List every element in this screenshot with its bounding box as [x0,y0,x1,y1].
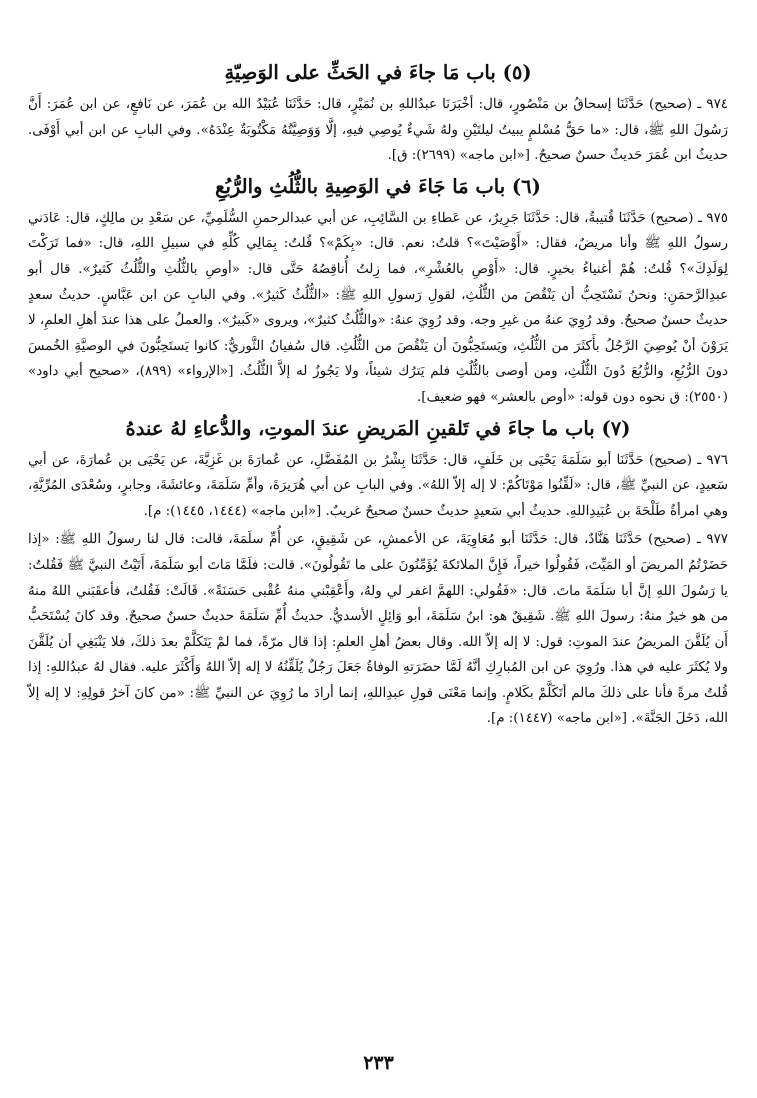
hadith-975: ٩٧٥ ـ (صحيح) حَدَّثَنَا قُتيبةُ، قال: حَدَّثَنَا جَرِيرٌ، عن عَطاءِ بن السَّائِبِ، عن أبي عبدالرحمنِ السُّلَمِيِّ، عن سَعْدِ بن مالِكٍ، قال: عَادَني رسولُ اللهِ ﷺ وأنا مريضٌ، فقال: «أَوْصَيْتَ»؟ قلتُ: نعم. قال: «بِكَمْ»؟ قُلتُ: بِمَالِي كُلِّهِ في سبيلِ اللهِ، قال: «فما تَرَكْتَ لِوَلَدِكَ»؟ قُلتُ: هُمْ أغنياءُ بخيرٍ. قال: «أَوْصِ بالعُشْرِ»، فما زِلتُ أُناقِصُهُ حَتَّى قال: «أوصِ بالثُّلُثِ والثُّلُثُ كَثيرٌ». قال أبو عبدِالرَّحمَنِ: ونحنُ نَسْتَحِبُّ أن يَنْقُصَ من الثُّلُثِ، لقولِ رَسولِ اللهِ ﷺ: «الثُّلُثُ كَثيرٌ». وفي البابِ عن ابن عَبَّاسٍ. حديثُ سعدٍ حديثٌ حسنٌ صحيحٌ. وقد رُوِيَ عنهُ من غيرِ وجه. وقد رُوِيَ عنهُ: «والثُّلُثُ كثيرٌ»، ويروى «كَبيرٌ». والعملُ على هذا عندَ أهلِ العلمِ، لا يَرَوْنَ أنْ يُوصِيَ الرَّجُلُ بأَكثَرَ من الثُّلُثِ، ويَستَحِبُّونَ أن يَنْقُصَ من الثُّلُثِ. قال سُفيانُ الثَّوريُّ: كانوا يَستَحِبُّونَ في الوصيَّةِ الخُمسَ دونَ الرُّبُعِ، والرُّبُعَ دُونَ الثُّلُثِ، ومن أوصى بالثُّلُثِ فلم يَترُك شيئاً، ولا يَجُوزُ له إلاَّ الثُّلُثُ. [«الإرواء» (٨٩٩)، «صحيح أبي داود» (٢٥٥٠): ق نحوه دون قوله: «أوص بالعشر» فهو ضعيف]. [28,210,728,405]
chapter-5 [28,58,728,169]
chapter-6 [28,172,728,411]
hadith-977: ٩٧٧ ـ (صحيح) حَدَّثَنَا هَنَّادٌ، قال: حَدَّثَنَا أبو مُعَاوِيَةَ، عن الأعمشِ، عن شَقِيقٍ، عن أُمِّ سلَمَةَ، قالت: قال لنا رسولُ اللهِ ﷺ: «إذا حَضَرْتُمُ المريضَ أو المَيِّتَ، فَقُولُوا خيراً، فَإِنَّ الملائكةَ يُؤَمِّنُونَ على ما تَقُولُونَ». قالت: فلَمَّا مَاتَ أبو سَلَمَةَ، أَتَيْتُ النبيَّ ﷺ فَقُلتُ: يا رَسُولَ اللهِ إنَّ أبا سَلَمَةَ ماتَ. قال: «فَقُولي: اللهمَّ اغفر لي ولهُ، وأَعْقِبْني منهُ عُقْبى حَسَنَةً». قَالَتْ: فَقُلتُ، فأعقَبَني اللهُ منهُ من هو خيرٌ منهُ: رسولَ اللهِ ﷺ. شَقِيقٌ هو: ابنُ سَلَمَةَ، أبو وَائِلٍ الأسديُّ. حديثُ أُمِّ سَلَمَةَ حديثٌ حسنٌ صحيحٌ. وقد كانَ يُسْتَحَبُّ أَن يُلَقَّنَ المريضُ عندَ الموتِ: قول: لا إله إلاّ الله. وقال بعضُ أهلِ العلمِ: إذا قال مرّةً، فما لمْ يَتَكَلَّمْ بعدَ ذلكَ، فلا يَنْبَغِي أن يُلَقَّنَ ولا يُكثَرَ عليه في هذا. ورُوِيَ عن ابن المُبارِكِ أنَّهُ لَمَّا حضَرَتهِ الوفاةُ جَعَلَ رَجُلٌ يُلَقِّنُهُ لا إله إلاّ اللهُ وَأَكْثَرَ عليه. فقال لهُ عبدُاللهِ: إذا قُلتُ مرةً فأنا على ذلكَ مالم أتَكَلَّمْ بكَلامٍ. وإنما مَعْنَى قولِ عبدِاللهِ، إنما أرادَ ما رُوِيَ عن النبيِّ ﷺ: «من كانَ آخرُ قولِهِ: لا إله إلاّ الله، دَخَلَ الجَنَّةَ». [«ابن ماجه» (١٤٤٧): م]. [28,532,728,727]
chapter-heading: (٧) باب ما جاءَ في تَلقينِ المَريضِ عندَ الموتِ، والدُّعاءِ لهُ عندهُ [125,416,631,440]
chapter-heading: (٦) باب مَا جَاءَ في الوَصِيةِ بالثُّلُثِ والرُّبُعِ [215,174,541,198]
chapter-heading: (٥) باب مَا جاءَ في الحَثِّ على الوَصِيّةِ [224,61,532,84]
chapter-7 [28,414,728,733]
hadith-974: ٩٧٤ ـ (صحيح) حَدَّثَنَا إسحاقُ بن مَنْصُورٍ، قال: أخْبَرَنَا عبدُاللهِ بن نُمَيْرٍ، قال: حَدَّثَنَا عُبَيْدُ الله بن عُمَرَ، عن نَافعٍ، عن ابن عُمَرَ: أَنَّ رَسُولَ اللهِ ﷺ، قال: «ما حَقُّ مُسْلمٍ يبيتُ ليلتَيْنِ ولهُ شَيءٌ يُوصِي فيهِ، إلَّا وَوَصِيَّتُهُ مَكْتُوبَةٌ عِنْدَهُ». وفي البابِ عن ابن أبي أَوْفَى. حديثُ ابن عُمَرَ حَديثٌ حسنٌ صحيحٌ. [«ابن ماجه» (٢٦٩٩): ق]. [28,97,728,164]
page-body [28,58,728,735]
page-number: ٢٣٣ [363,1052,394,1074]
hadith-976: ٩٧٦ ـ (صحيح) حَدَّثَنَا أبو سَلَمَةَ يَحْيَى بن خَلَفٍ، قال: حَدَّثَنَا بِشْرُ بن المُفَضَّلِ، عن عُمارَةَ بن غَزِيَّةَ، عن يَحْيَى بن عُمارَةَ، عن أبي سَعيدٍ، عن النبيِّ ﷺ، قال: «لَقِّنُوا مَوْتَاكُمْ: لا إله إلاّ اللهُ». وفي البابِ عن أبي هُرَيرَةَ، وأمِّ سَلَمَةَ، وعائشَةَ، وجابرٍ، وسُعْدَى المُرِّيَّةِ، وهي امرأةُ طَلْحَةَ بن عُبَيدِاللهِ. حديثُ أبي سَعيدٍ حديثٌ حسنٌ صحيحٌ غريبٌ. [«ابن ماجه» (١٤٤٤، ١٤٤٥): م]. [28,452,728,519]
